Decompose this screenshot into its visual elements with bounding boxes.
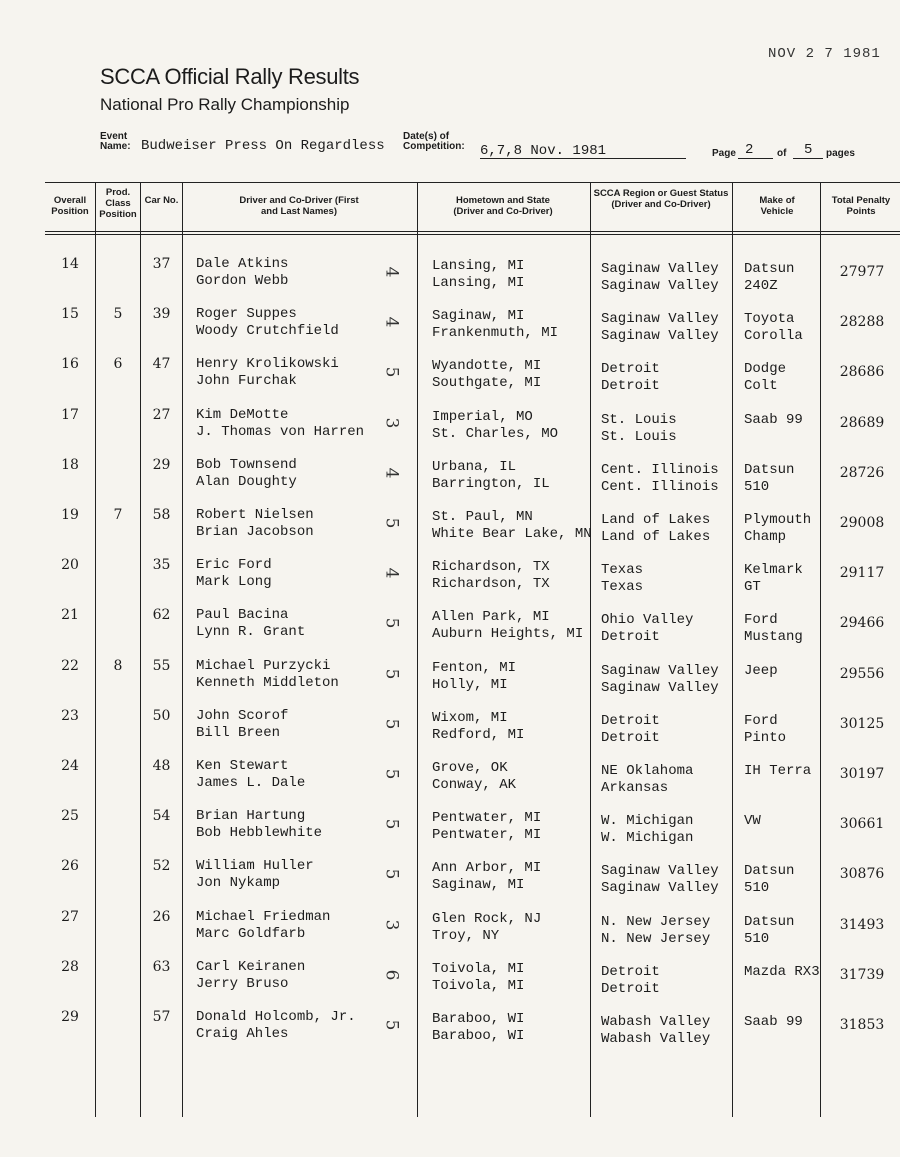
driver-hometown: Grove, OK bbox=[432, 760, 508, 776]
vehicle-make: VW bbox=[744, 813, 761, 830]
col-header-hometown: Hometown and State (Driver and Co-Driver) bbox=[453, 195, 553, 217]
co-driver-region: St. Louis bbox=[601, 428, 677, 445]
co-driver-name: Kenneth Middleton bbox=[196, 674, 339, 691]
handwritten-class-mark: 4 bbox=[381, 567, 402, 579]
co-driver-name: Woody Crutchfield bbox=[196, 323, 339, 340]
col-divider bbox=[732, 182, 733, 1117]
driver-hometown: Pentwater, MI bbox=[432, 810, 542, 827]
driver-name: Michael Friedman bbox=[196, 908, 331, 925]
vehicle-make: Kelmark bbox=[744, 562, 803, 579]
co-driver-name: John Furchak bbox=[196, 373, 297, 390]
penalty-points: 31493 bbox=[839, 916, 885, 933]
vehicle-model: Mustang bbox=[744, 629, 803, 646]
car-number: 39 bbox=[152, 306, 171, 323]
co-driver-name: J. Thomas von Harren bbox=[196, 423, 365, 440]
driver-region: Detroit bbox=[601, 712, 660, 729]
overall-position: 16 bbox=[61, 356, 79, 373]
co-driver-region: Saginaw Valley bbox=[601, 880, 719, 897]
co-driver-hometown: Holly, MI bbox=[432, 676, 508, 693]
car-number: 54 bbox=[152, 808, 171, 825]
driver-name: Brian Hartung bbox=[196, 808, 306, 825]
overall-position: 26 bbox=[61, 858, 79, 875]
driver-name: Ken Stewart bbox=[196, 758, 289, 774]
driver-name: Roger Suppes bbox=[196, 306, 297, 323]
handwritten-class-mark: 5 bbox=[381, 868, 402, 880]
vehicle-model: Corolla bbox=[744, 328, 803, 345]
driver-name: Dale Atkins bbox=[196, 256, 289, 272]
page-title: SCCA Official Rally Results bbox=[100, 64, 360, 89]
driver-hometown: Saginaw, MI bbox=[432, 308, 525, 325]
handwritten-class-mark: 5 bbox=[381, 818, 402, 830]
co-driver-region: Detroit bbox=[601, 980, 660, 997]
handwritten-class-mark: 4 bbox=[381, 266, 402, 278]
co-driver-hometown: Baraboo, WI bbox=[432, 1028, 525, 1044]
col-header-region: SCCA Region or Guest Status (Driver and Co-Driver) bbox=[593, 188, 729, 210]
vehicle-make: Saab 99 bbox=[744, 411, 803, 428]
car-number: 37 bbox=[152, 256, 171, 272]
of-label: of bbox=[777, 148, 787, 159]
driver-hometown: Richardson, TX bbox=[432, 559, 550, 576]
co-driver-name: Bill Breen bbox=[196, 724, 281, 741]
driver-hometown: Urbana, IL bbox=[432, 458, 517, 475]
penalty-points: 29008 bbox=[839, 515, 885, 531]
driver-hometown: Wixom, MI bbox=[432, 709, 508, 726]
co-driver-hometown: Saginaw, MI bbox=[432, 877, 525, 894]
co-driver-hometown: Southgate, MI bbox=[432, 375, 542, 392]
handwritten-class-mark: 5 bbox=[381, 1019, 402, 1031]
col-header-penalty-points: Total Penalty Points bbox=[831, 195, 891, 217]
penalty-points: 30197 bbox=[839, 766, 885, 782]
co-driver-region: Detroit bbox=[601, 729, 660, 746]
penalty-points: 31853 bbox=[839, 1017, 885, 1033]
class-position: 7 bbox=[113, 507, 123, 523]
driver-region: Saginaw Valley bbox=[601, 662, 719, 679]
driver-hometown: St. Paul, MN bbox=[432, 509, 533, 525]
vehicle-make: IH Terra bbox=[744, 763, 812, 779]
col-header-car-no: Car No. bbox=[144, 195, 179, 206]
overall-position: 19 bbox=[61, 507, 79, 523]
co-driver-hometown: Toivola, MI bbox=[432, 977, 525, 994]
car-number: 52 bbox=[152, 858, 171, 875]
handwritten-class-mark: 5 bbox=[381, 768, 402, 780]
pages-label: pages bbox=[826, 148, 855, 159]
overall-position: 18 bbox=[61, 456, 79, 473]
vehicle-model: 510 bbox=[744, 880, 770, 897]
co-driver-name: Gordon Webb bbox=[196, 273, 289, 289]
event-name-label: Event Name: bbox=[100, 131, 131, 152]
penalty-points: 30661 bbox=[839, 816, 885, 833]
penalty-points: 28689 bbox=[839, 414, 885, 431]
driver-name: Henry Krolikowski bbox=[196, 356, 339, 373]
penalty-points: 28726 bbox=[839, 464, 885, 481]
driver-region: Land of Lakes bbox=[601, 512, 711, 528]
driver-name: Eric Ford bbox=[196, 557, 272, 574]
co-driver-region: Detroit bbox=[601, 629, 660, 646]
col-header-overall-position: Overall Position bbox=[51, 195, 89, 217]
driver-hometown: Imperial, MO bbox=[432, 408, 533, 425]
driver-region: St. Louis bbox=[601, 411, 677, 428]
page-total: 5 bbox=[804, 142, 813, 158]
co-driver-name: James L. Dale bbox=[196, 775, 306, 791]
header-divider-double bbox=[45, 234, 900, 235]
driver-region: Saginaw Valley bbox=[601, 261, 719, 277]
vehicle-make: Datsun bbox=[744, 261, 795, 277]
vehicle-make: Datsun bbox=[744, 863, 795, 880]
overall-position: 20 bbox=[61, 557, 79, 574]
driver-region: NE Oklahoma bbox=[601, 763, 694, 779]
driver-name: Bob Townsend bbox=[196, 456, 297, 473]
class-position: 6 bbox=[113, 356, 123, 373]
overall-position: 24 bbox=[61, 758, 79, 774]
co-driver-hometown: St. Charles, MO bbox=[432, 425, 559, 442]
col-divider bbox=[182, 182, 183, 1117]
penalty-points: 28686 bbox=[839, 364, 885, 381]
co-driver-name: Jon Nykamp bbox=[196, 875, 281, 892]
driver-hometown: Baraboo, WI bbox=[432, 1011, 525, 1027]
driver-region: Saginaw Valley bbox=[601, 311, 719, 328]
driver-name: Carl Keiranen bbox=[196, 958, 306, 975]
driver-hometown: Glen Rock, NJ bbox=[432, 910, 542, 927]
vehicle-make: Toyota bbox=[744, 311, 795, 328]
co-driver-region: Saginaw Valley bbox=[601, 328, 719, 345]
co-driver-hometown: Lansing, MI bbox=[432, 275, 525, 291]
page-subtitle: National Pro Rally Championship bbox=[100, 95, 350, 114]
class-position: 5 bbox=[113, 306, 123, 323]
driver-hometown: Ann Arbor, MI bbox=[432, 860, 542, 877]
driver-name: Kim DeMotte bbox=[196, 406, 289, 423]
handwritten-class-mark: 5 bbox=[381, 718, 402, 730]
car-number: 48 bbox=[152, 758, 171, 774]
co-driver-region: Saginaw Valley bbox=[601, 679, 719, 696]
overall-position: 29 bbox=[61, 1009, 79, 1025]
header-divider bbox=[45, 231, 900, 232]
penalty-points: 29117 bbox=[839, 565, 885, 582]
driver-region: Ohio Valley bbox=[601, 612, 694, 629]
co-driver-region: Wabash Valley bbox=[601, 1031, 711, 1047]
co-driver-hometown: Frankenmuth, MI bbox=[432, 325, 559, 342]
vehicle-make: Dodge bbox=[744, 361, 787, 378]
car-number: 47 bbox=[152, 356, 171, 373]
penalty-points: 29466 bbox=[839, 615, 885, 632]
handwritten-class-mark: 6 bbox=[381, 969, 402, 981]
co-driver-region: Texas bbox=[601, 579, 644, 596]
car-number: 63 bbox=[152, 958, 171, 975]
driver-name: John Scorof bbox=[196, 707, 289, 724]
col-divider bbox=[590, 182, 591, 1117]
co-driver-region: Saginaw Valley bbox=[601, 278, 719, 294]
co-driver-name: Brian Jacobson bbox=[196, 524, 314, 540]
co-driver-name: Alan Doughty bbox=[196, 473, 297, 490]
page-label: Page bbox=[712, 148, 736, 159]
driver-hometown: Allen Park, MI bbox=[432, 609, 550, 626]
table-top-border bbox=[45, 182, 900, 183]
event-name-value: Budweiser Press On Regardless bbox=[141, 138, 385, 154]
col-header-class-position: Prod. Class Position bbox=[99, 187, 137, 220]
col-divider bbox=[417, 182, 418, 1117]
co-driver-region: N. New Jersey bbox=[601, 930, 711, 947]
co-driver-hometown: White Bear Lake, MN bbox=[432, 526, 592, 542]
handwritten-class-mark: 3 bbox=[381, 919, 402, 931]
co-driver-name: Bob Hebblewhite bbox=[196, 825, 323, 842]
car-number: 27 bbox=[152, 406, 171, 423]
co-driver-region: Cent. Illinois bbox=[601, 478, 719, 495]
penalty-points: 30876 bbox=[839, 866, 885, 883]
vehicle-model: 510 bbox=[744, 930, 770, 947]
co-driver-hometown: Troy, NY bbox=[432, 927, 500, 944]
handwritten-class-mark: 4 bbox=[381, 316, 402, 328]
co-driver-region: W. Michigan bbox=[601, 830, 694, 847]
driver-region: Detroit bbox=[601, 361, 660, 378]
vehicle-model: 240Z bbox=[744, 278, 778, 294]
col-divider bbox=[820, 182, 821, 1117]
driver-hometown: Lansing, MI bbox=[432, 258, 525, 274]
co-driver-name: Lynn R. Grant bbox=[196, 624, 306, 641]
vehicle-make: Datsun bbox=[744, 461, 795, 478]
handwritten-class-mark: 5 bbox=[381, 668, 402, 680]
co-driver-hometown: Pentwater, MI bbox=[432, 827, 542, 844]
vehicle-model: Pinto bbox=[744, 729, 787, 746]
driver-name: Donald Holcomb, Jr. bbox=[196, 1009, 356, 1025]
co-driver-name: Jerry Bruso bbox=[196, 975, 289, 992]
penalty-points: 29556 bbox=[839, 665, 885, 682]
vehicle-model: Champ bbox=[744, 529, 787, 545]
co-driver-name: Marc Goldfarb bbox=[196, 925, 306, 942]
driver-name: Robert Nielsen bbox=[196, 507, 314, 523]
vehicle-make: Ford bbox=[744, 712, 778, 729]
car-number: 26 bbox=[152, 908, 171, 925]
overall-position: 22 bbox=[61, 657, 79, 674]
driver-region: Saginaw Valley bbox=[601, 863, 719, 880]
class-position: 8 bbox=[113, 657, 123, 674]
overall-position: 21 bbox=[61, 607, 79, 624]
co-driver-region: Detroit bbox=[601, 378, 660, 395]
page-total-underline bbox=[793, 158, 823, 159]
overall-position: 27 bbox=[61, 908, 79, 925]
car-number: 58 bbox=[152, 507, 171, 523]
driver-region: Detroit bbox=[601, 963, 660, 980]
penalty-points: 30125 bbox=[839, 715, 885, 732]
driver-region: N. New Jersey bbox=[601, 913, 711, 930]
vehicle-model: GT bbox=[744, 579, 761, 596]
overall-position: 14 bbox=[61, 256, 79, 272]
car-number: 50 bbox=[152, 707, 171, 724]
co-driver-name: Craig Ahles bbox=[196, 1026, 289, 1042]
overall-position: 28 bbox=[61, 958, 79, 975]
car-number: 29 bbox=[152, 456, 171, 473]
col-header-driver: Driver and Co-Driver (First and Last Names) bbox=[239, 195, 359, 217]
car-number: 35 bbox=[152, 557, 171, 574]
col-header-make: Make of Vehicle bbox=[759, 195, 795, 217]
penalty-points: 28288 bbox=[839, 314, 885, 331]
co-driver-name: Mark Long bbox=[196, 574, 272, 591]
driver-hometown: Fenton, MI bbox=[432, 659, 517, 676]
vehicle-make: Plymouth bbox=[744, 512, 812, 528]
handwritten-class-mark: 5 bbox=[381, 617, 402, 629]
driver-region: Wabash Valley bbox=[601, 1014, 711, 1030]
driver-region: Texas bbox=[601, 562, 644, 579]
page-number-underline bbox=[738, 158, 773, 159]
vehicle-model: 510 bbox=[744, 478, 770, 495]
vehicle-make: Jeep bbox=[744, 662, 778, 679]
page-number: 2 bbox=[745, 142, 754, 158]
received-date-stamp: NOV 2 7 1981 bbox=[768, 46, 881, 62]
driver-hometown: Wyandotte, MI bbox=[432, 358, 542, 375]
vehicle-make: Saab 99 bbox=[744, 1014, 803, 1030]
driver-hometown: Toivola, MI bbox=[432, 960, 525, 977]
vehicle-model: Colt bbox=[744, 378, 778, 395]
dates-underline bbox=[480, 158, 686, 159]
co-driver-hometown: Redford, MI bbox=[432, 726, 525, 743]
car-number: 57 bbox=[152, 1009, 171, 1025]
handwritten-class-mark: 4 bbox=[381, 467, 402, 479]
driver-name: Paul Bacina bbox=[196, 607, 289, 624]
handwritten-class-mark: 5 bbox=[381, 517, 402, 529]
competition-dates-value: 6,7,8 Nov. 1981 bbox=[480, 143, 607, 159]
vehicle-make: Mazda RX3 bbox=[744, 963, 820, 980]
overall-position: 23 bbox=[61, 707, 79, 724]
overall-position: 15 bbox=[61, 306, 79, 323]
overall-position: 25 bbox=[61, 808, 79, 825]
vehicle-make: Datsun bbox=[744, 913, 795, 930]
co-driver-hometown: Richardson, TX bbox=[432, 576, 550, 593]
vehicle-make: Ford bbox=[744, 612, 778, 629]
co-driver-region: Land of Lakes bbox=[601, 529, 711, 545]
driver-name: William Huller bbox=[196, 858, 314, 875]
penalty-points: 27977 bbox=[839, 264, 885, 280]
car-number: 55 bbox=[152, 657, 171, 674]
driver-region: W. Michigan bbox=[601, 813, 694, 830]
co-driver-hometown: Auburn Heights, MI bbox=[432, 626, 584, 643]
competition-dates-label: Date(s) of Competition: bbox=[403, 131, 465, 152]
driver-name: Michael Purzycki bbox=[196, 657, 331, 674]
driver-region: Cent. Illinois bbox=[601, 461, 719, 478]
overall-position: 17 bbox=[61, 406, 79, 423]
car-number: 62 bbox=[152, 607, 171, 624]
co-driver-hometown: Barrington, IL bbox=[432, 475, 550, 492]
co-driver-hometown: Conway, AK bbox=[432, 777, 517, 793]
handwritten-class-mark: 5 bbox=[381, 366, 402, 378]
penalty-points: 31739 bbox=[839, 966, 885, 983]
handwritten-class-mark: 3 bbox=[381, 417, 402, 429]
co-driver-region: Arkansas bbox=[601, 780, 669, 796]
